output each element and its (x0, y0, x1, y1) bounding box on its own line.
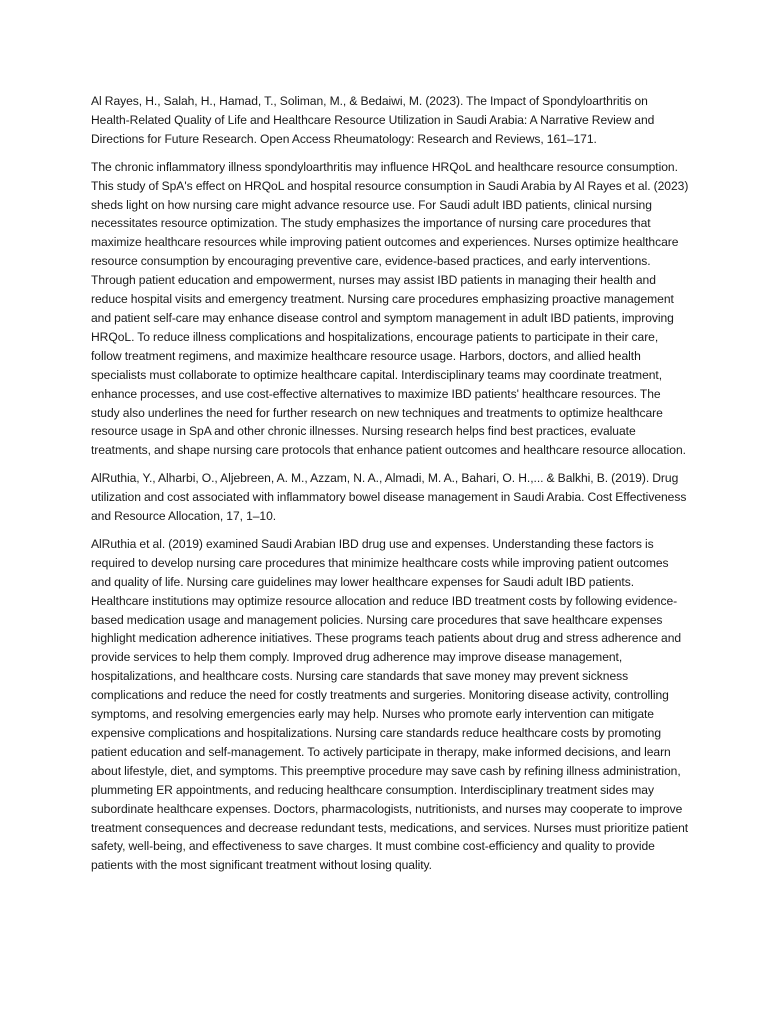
reference-citation-alruthia: AlRuthia, Y., Alharbi, O., Aljebreen, A. M., Azzam, N. A., Almadi, M. A., Bahari, O. H.,... & Balkhi, B. (2019). Drug utilization and cost associated with inflammatory bowel disease management in Saudi Arabia. Cost Effectiveness and Resource Allocation, 17, 1–10. (91, 471, 687, 524)
document-body (91, 92, 689, 884)
annotation-paragraph-alruthia: AlRuthia et al. (2019) examined Saudi Arabian IBD drug use and expenses. Understanding these factors is required to develop nursing care procedures that minimize healthcare costs while improving patient outcomes and quality of life. Nursing care guidelines may lower healthcare expenses for Saudi adult IBD patients. Healthcare institutions may optimize resource allocation and reduce IBD treatment costs by following evidence-based medication usage and management policies. Nursing care procedures that save healthcare expenses highlight medication adherence initiatives. These programs teach patients about drug and stress adherence and provide services to help them comply. Improved drug adherence may improve disease management, hospitalizations, and healthcare costs. Nursing care standards that save money may prevent sickness complications and reduce the need for costly treatments and surgeries. Monitoring disease activity, controlling symptoms, and resolving emergencies early may help. Nurses who promote early intervention can mitigate expensive complications and hospitalizations. Nursing care standards reduce healthcare costs by promoting patient education and self-management. To actively participate in therapy, make informed decisions, and learn about lifestyle, diet, and symptoms. This preemptive procedure may save cash by refining illness administration, plummeting ER appointments, and reducing healthcare consumption. Interdisciplinary treatment sides may subordinate healthcare expenses. Doctors, pharmacologists, nutritionists, and nurses may cooperate to improve treatment consequences and decrease redundant tests, medications, and services. Nurses must prioritize patient safety, well-being, and effectiveness to save charges. It must combine cost-efficiency and quality to provide patients with the most significant treatment without losing quality. (91, 536, 689, 873)
annotation-paragraph-al-rayes: The chronic inflammatory illness spondyloarthritis may influence HRQoL and healthcare resource consumption. This study of SpA's effect on HRQoL and hospital resource consumption in Saudi Arabia by Al Rayes et al. (2023) sheds light on how nursing care might advance resource use. For Saudi adult IBD patients, clinical nursing necessitates resource optimization. The study emphasizes the importance of nursing care procedures that maximize healthcare resources while improving patient outcomes and experiences. Nurses optimize healthcare resource consumption by encouraging preventive care, evidence-based practices, and early interventions. Through patient education and empowerment, nurses may assist IBD patients in managing their health and reduce hospital visits and emergency treatment. Nursing care procedures emphasizing proactive management and patient self-care may enhance disease control and symptom management in adult IBD patients, improving HRQoL. To reduce illness complications and hospitalizations, encourage patients to participate in their care, follow treatment regimens, and maximize healthcare resource usage. Harbors, doctors, and allied health specialists must collaborate to optimize healthcare capital. Interdisciplinary teams may coordinate treatment, enhance processes, and use cost-effective alternatives to maximize IBD patients' healthcare resources. The study also underlines the need for further research on new techniques and treatments to optimize healthcare resource usage in SpA and other chronic illnesses. Nursing research helps find best practices, evaluate treatments, and shape nursing care protocols that enhance patient outcomes and healthcare resource allocation. (91, 159, 689, 458)
reference-citation-al-rayes: Al Rayes, H., Salah, H., Hamad, T., Soliman, M., & Bedaiwi, M. (2023). The Impact of Spondyloarthritis on Health-Related Quality of Life and Healthcare Resource Utilization in Saudi Arabia: A Narrative Review and Directions for Future Research. Open Access Rheumatology: Research and Reviews, 161–171. (91, 94, 655, 146)
